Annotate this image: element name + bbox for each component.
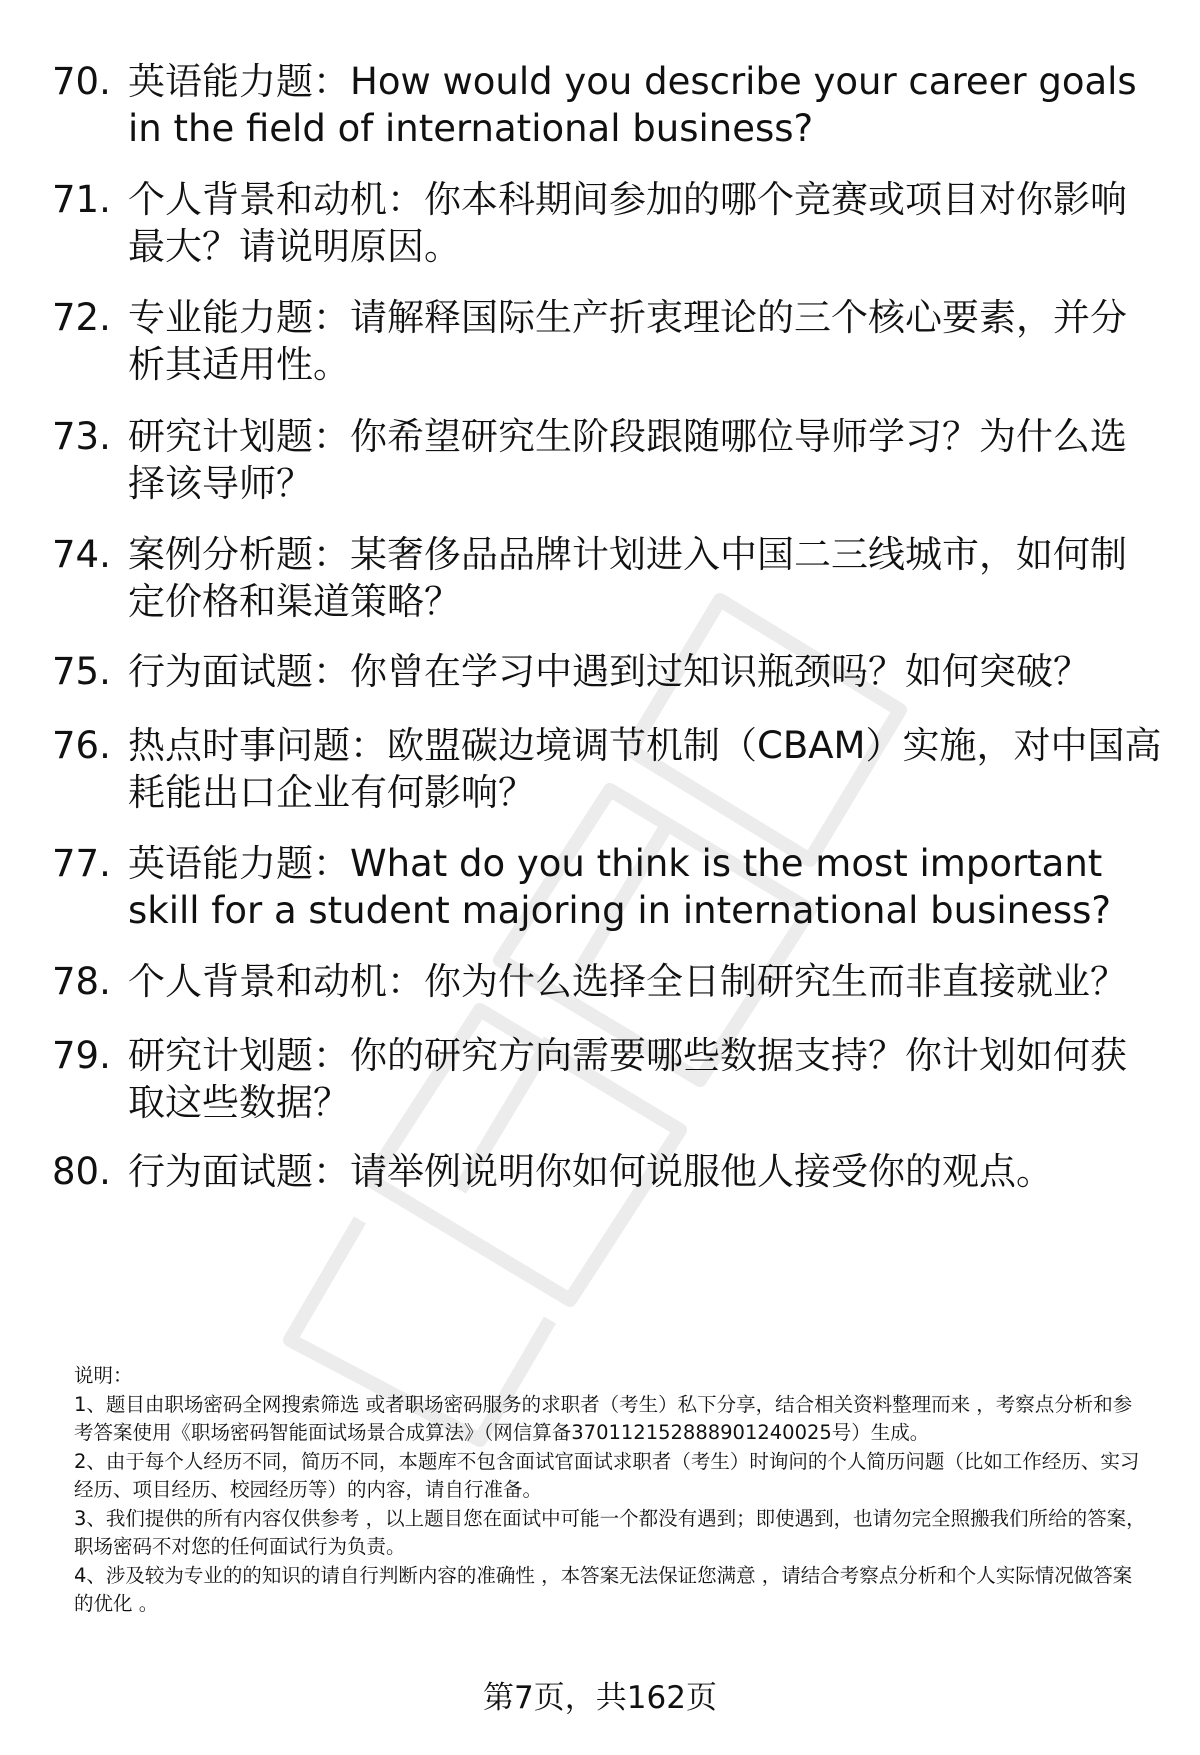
question-text: 英语能力题：How would you describe your career goals in the field of international business? — [128, 60, 1137, 150]
question-text: 案例分析题：某奢侈品品牌计划进入中国二三线城市，如何制定价格和渠道策略？ — [128, 533, 1127, 623]
page-number: 第7页，共162页 — [483, 1680, 717, 1716]
question-number: 74. — [52, 533, 111, 576]
question-number: 79. — [52, 1034, 111, 1077]
question-text: 研究计划题：你的研究方向需要哪些数据支持？你计划如何获取这些数据？ — [128, 1034, 1127, 1124]
question-item — [52, 531, 1162, 625]
question-number: 75. — [52, 650, 111, 693]
notes-item: 3、我们提供的所有内容仅供参考 ，以上题目您在面试中可能一个都没有遇到；即使遇到，也请勿完全照搬我们所给的答案，职场密码不对您的任何面试行为负责。 — [74, 1506, 1146, 1558]
watermark-logo — [250, 560, 950, 1460]
question-text: 行为面试题：你曾在学习中遇到过知识瓶颈吗？如何突破？ — [128, 650, 1090, 693]
question-item — [52, 722, 1162, 816]
question-number: 80. — [52, 1150, 111, 1193]
question-number: 72. — [52, 296, 111, 339]
question-text: 热点时事问题：欧盟碳边境调节机制（CBAM）实施，对中国高耗能出口企业有何影响？ — [128, 724, 1162, 814]
question-item — [52, 294, 1162, 388]
question-number: 76. — [52, 724, 111, 767]
question-number: 78. — [52, 960, 111, 1003]
question-item — [52, 58, 1162, 152]
question-item — [52, 413, 1162, 507]
notes-item: 2、由于每个人经历不同，简历不同，本题库不包含面试官面试求职者（考生）时询问的个人简历问题（比如工作经历、实习经历、项目经历、校园经历等）的内容，请自行准备。 — [74, 1449, 1140, 1501]
notes-item: 1、题目由职场密码全网搜索筛选 或者职场密码服务的求职者（考生）私下分享，结合相关资料整理而来 ，考察点分析和参考答案使用《职场密码智能面试场景合成算法》（网信算备370112152888901240025号）生成。 — [74, 1392, 1133, 1444]
question-item — [52, 648, 1162, 695]
question-number: 71. — [52, 178, 111, 221]
question-text: 行为面试题：请举例说明你如何说服他人接受你的观点。 — [128, 1150, 1053, 1193]
question-number: 77. — [52, 842, 111, 885]
question-item — [52, 958, 1162, 1005]
question-number: 73. — [52, 415, 111, 458]
question-text: 个人背景和动机：你本科期间参加的哪个竞赛或项目对你影响最大？请说明原因。 — [128, 178, 1127, 268]
question-item — [52, 1148, 1162, 1195]
question-item — [52, 176, 1162, 270]
question-text: 专业能力题：请解释国际生产折衷理论的三个核心要素，并分析其适用性。 — [128, 296, 1127, 386]
question-text: 研究计划题：你希望研究生阶段跟随哪位导师学习？为什么选择该导师？ — [128, 415, 1127, 505]
question-item — [52, 1032, 1162, 1126]
question-number: 70. — [52, 60, 111, 103]
notes-title: 说明： — [74, 1364, 133, 1387]
notes-item: 4、涉及较为专业的的知识的请自行判断内容的准确性 ，本答案无法保证您满意 ，请结合考察点分析和个人实际情况做答案的优化 。 — [74, 1563, 1133, 1615]
question-text: 英语能力题：What do you think is the most important skill for a student majoring in international business? — [128, 842, 1112, 932]
question-item — [52, 840, 1162, 934]
notes-section — [74, 1362, 1149, 1619]
question-text: 个人背景和动机：你为什么选择全日制研究生而非直接就业？ — [128, 960, 1127, 1003]
